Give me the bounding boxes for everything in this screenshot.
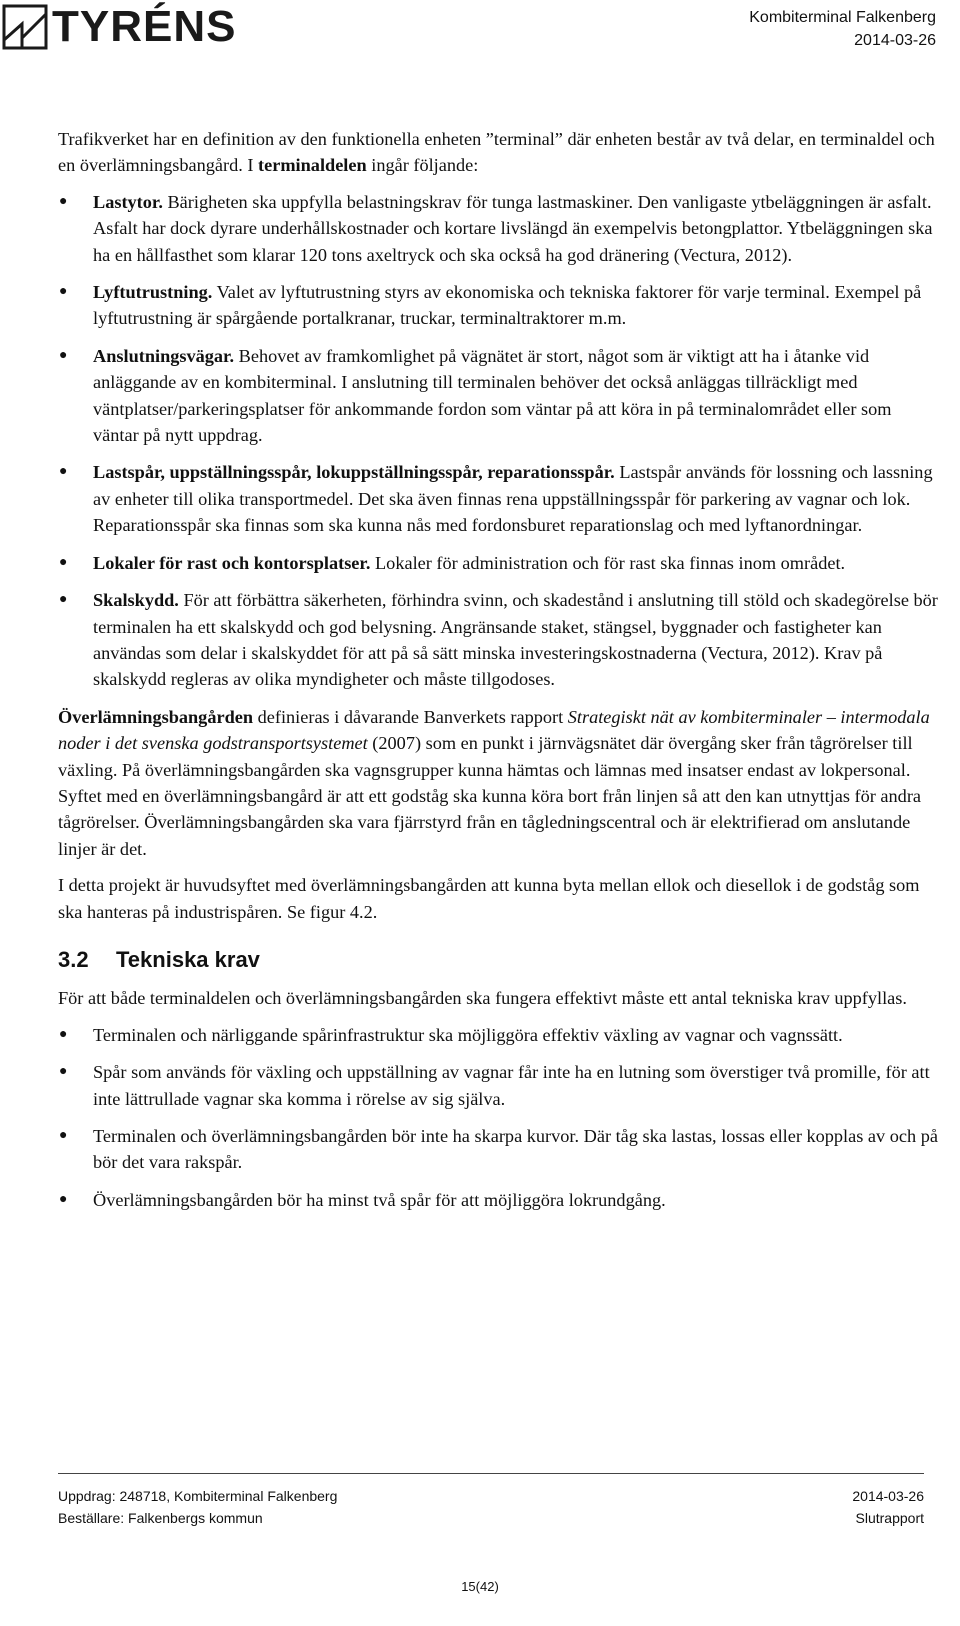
- bullet-icon: ●: [59, 592, 68, 608]
- footer-assignment: Uppdrag: 248718, Kombiterminal Falkenberg: [58, 1488, 338, 1504]
- section-title: Tekniska krav: [116, 946, 260, 972]
- bullet-icon: ●: [59, 1064, 68, 1080]
- list-item: ● Lyftutrustning. Valet av lyftutrustning styrs av ekonomiska och tekniska faktorer för varje terminal. Exempel på lyftutrustning är spårgående portalkranar, truckar, terminaltraktorer m.m.: [58, 279, 938, 332]
- section-number: 3.2: [58, 946, 89, 972]
- list-item: ● Spår som används för växling och uppställning av vagnar får inte ha en lutning som överstiger två promille, för att inte lättrullade vagnar ska komma i rörelse av sig själva.: [58, 1059, 938, 1112]
- terminal-list: [58, 189, 938, 693]
- header-date: 2014-03-26: [854, 32, 936, 49]
- list-item: ● Skalskydd. För att förbättra säkerheten, förhindra svinn, och skadestånd i anslutning till stöld och skadegörelse bör terminalen ha ett skalskydd och god belysning. Angränsande staket, stängsel, byggnader och fastigheter kan användas som delar i skalskyddet för att på så sätt minska investeringskostnaderna (Vectura, 2012). Krav på skalskydd regleras av olika myndigheter och måste tillgodoses.: [58, 587, 938, 693]
- bullet-icon: ●: [59, 1191, 68, 1207]
- list-item: ● Överlämningsbangården bör ha minst två spår för att möjliggöra lokrundgång.: [58, 1187, 938, 1213]
- intro-paragraph: Trafikverket har en definition av den funktionella enheten ”terminal” där enheten består av två delar, en terminaldel och en överlämningsbangård. I terminaldelen ingår följande:: [58, 129, 935, 176]
- project-paragraph: I detta projekt är huvudsyftet med överlämningsbangården att kunna byta mellan ellok och diesellok i de godståg som ska hanteras på industrispåren. Se figur 4.2.: [58, 875, 920, 922]
- bullet-icon: ●: [59, 1128, 68, 1143]
- footer-client: Beställare: Falkenbergs kommun: [58, 1510, 263, 1526]
- footer-divider: [58, 1473, 924, 1474]
- logo-mark-icon: [2, 4, 48, 50]
- list-item: ● Terminalen och närliggande spårinfrastruktur ska möjliggöra effektiv växling av vagnar och vagnssätt.: [58, 1022, 938, 1048]
- tech-requirements-list: [58, 1022, 938, 1213]
- section-intro: För att både terminaldelen och överlämningsbangården ska fungera effektivt måste ett antal tekniska krav uppfyllas.: [58, 988, 907, 1009]
- footer-report-type: Slutrapport: [855, 1510, 924, 1526]
- logo-text: TYRÉNS: [52, 2, 237, 51]
- bullet-icon: ●: [59, 554, 68, 570]
- bullet-icon: ●: [59, 464, 68, 480]
- company-logo: [2, 2, 236, 52]
- list-item: ● Terminalen och överlämningsbangården bör inte ha skarpa kurvor. Där tåg ska lastas, lossas eller kopplas av och på bör det vara rakspår.: [58, 1123, 938, 1176]
- bullet-icon: ●: [59, 193, 68, 209]
- bullet-icon: ●: [59, 347, 68, 363]
- bullet-icon: ●: [59, 1026, 68, 1042]
- overlamning-paragraph: Överlämningsbangården definieras i dåvarande Banverkets rapport Strategiskt nät av kombiterminaler – intermodala noder i det svenska godstransportsystemet (2007) som en punkt i järnvägsnätet där övergång sker från tågrörelser till växling. På överlämningsbangården ska vagnsgrupper kunna hämtas och lämnas med insatser endast av lokpersonal. Syftet med en överlämningsbangård är att ett godståg ska kunna köra bort från linjen så att den kan utnyttjas för andra tågrörelser. Överlämningsbangården ska vara fjärrstyrd från en tågledningscentral och är elektrifierad om anslutande linjer är det.: [58, 706, 930, 859]
- list-item: ● Lokaler för rast och kontorsplatser. Lokaler för administration och för rast ska finnas inom området.: [58, 550, 938, 576]
- section-heading: [58, 947, 938, 973]
- footer-row-2: [58, 1510, 924, 1526]
- footer-row-1: [58, 1488, 924, 1504]
- main-content: [58, 126, 938, 1224]
- header-info: [749, 6, 936, 52]
- header-project: Kombiterminal Falkenberg: [749, 9, 936, 26]
- footer-date: 2014-03-26: [852, 1488, 924, 1504]
- list-item: ● Lastytor. Bärigheten ska uppfylla belastningskrav för tunga lastmaskiner. Den vanligaste ytbeläggningen är asfalt. Asfalt har dock dyrare underhållskostnader och kortare livslängd än exempelvis betongplattor. Ytbeläggningen ska ha en hållfasthet som klarar 120 tons axeltryck och ska också ha god dränering (Vectura, 2012).: [58, 189, 938, 268]
- bullet-icon: ●: [59, 284, 68, 300]
- list-item: ● Lastspår, uppställningsspår, lokuppställningsspår, reparationsspår. Lastspår används för lossning och lassning av enheter till olika transportmedel. Det ska även finnas rena uppställningsspår för parkering av vagnar och lok. Reparationsspår ska finnas som ska kunna nås med fordonsburet reparationslag och med lyftanordningar.: [58, 459, 938, 538]
- page-number: 15(42): [461, 1579, 499, 1594]
- list-item: ● Anslutningsvägar. Behovet av framkomlighet på vägnätet är stort, något som är viktigt att ha i åtanke vid anläggande av en kombiterminal. I anslutning till terminalen behöver det också anläggas tillräckligt med väntplatser/parkeringsplatser för ankommande fordon som väntar på att köra in på terminalområdet eller som väntar på nytt uppdrag.: [58, 343, 938, 449]
